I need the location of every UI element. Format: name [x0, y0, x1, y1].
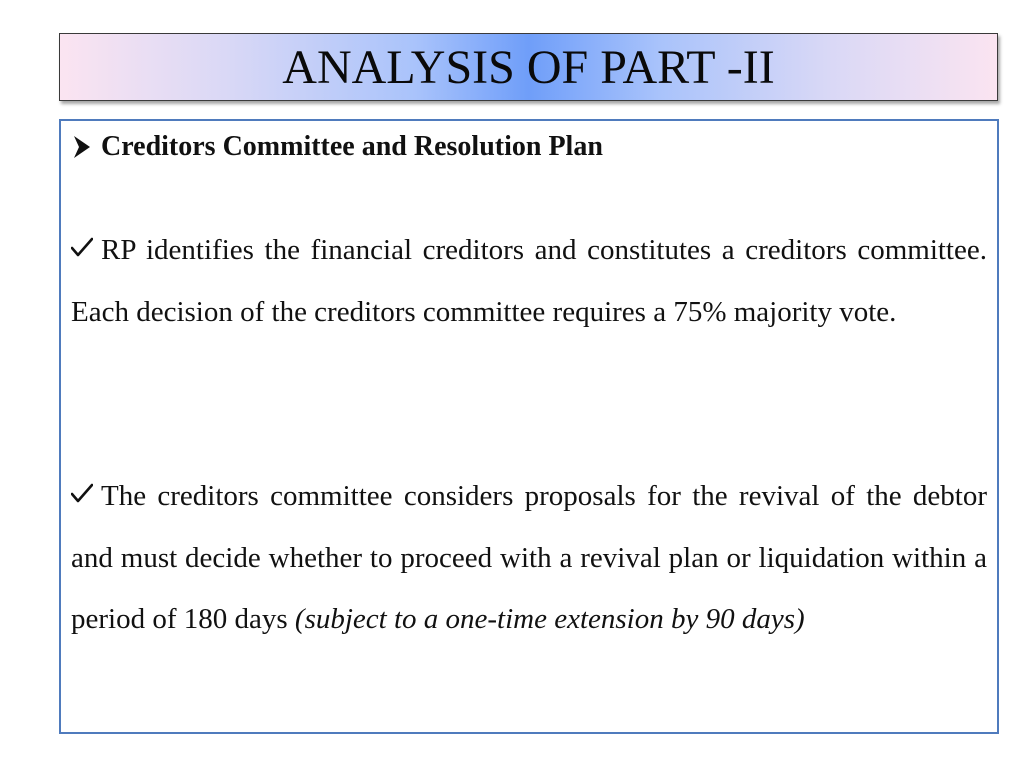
paragraph-revival-italic: (subject to a one-time extension by 90 days): [294, 603, 805, 635]
section-heading-text: Creditors Committee and Resolution Plan: [101, 131, 603, 162]
paragraph-committee-text: RP identifies the financial creditors and constitutes a creditors committee. Each decision of the creditors committee requires a 75% majority vote.: [71, 234, 987, 328]
arrowhead-bullet-icon: [73, 135, 91, 159]
checkmark-icon: [71, 483, 93, 503]
paragraph-revival-text: The creditors committee considers proposals for the revival of the debtor and must decide whether to proceed with a revival plan or liquidation within a period of 180 days: [71, 480, 987, 635]
paragraph-committee: [71, 220, 987, 343]
title-banner: [59, 33, 998, 101]
checkmark-icon: [71, 237, 93, 257]
section-heading: [73, 131, 603, 163]
content-box: [59, 119, 999, 734]
slide-title: ANALYSIS OF PART -II: [282, 41, 775, 94]
paragraph-revival: [71, 466, 987, 651]
